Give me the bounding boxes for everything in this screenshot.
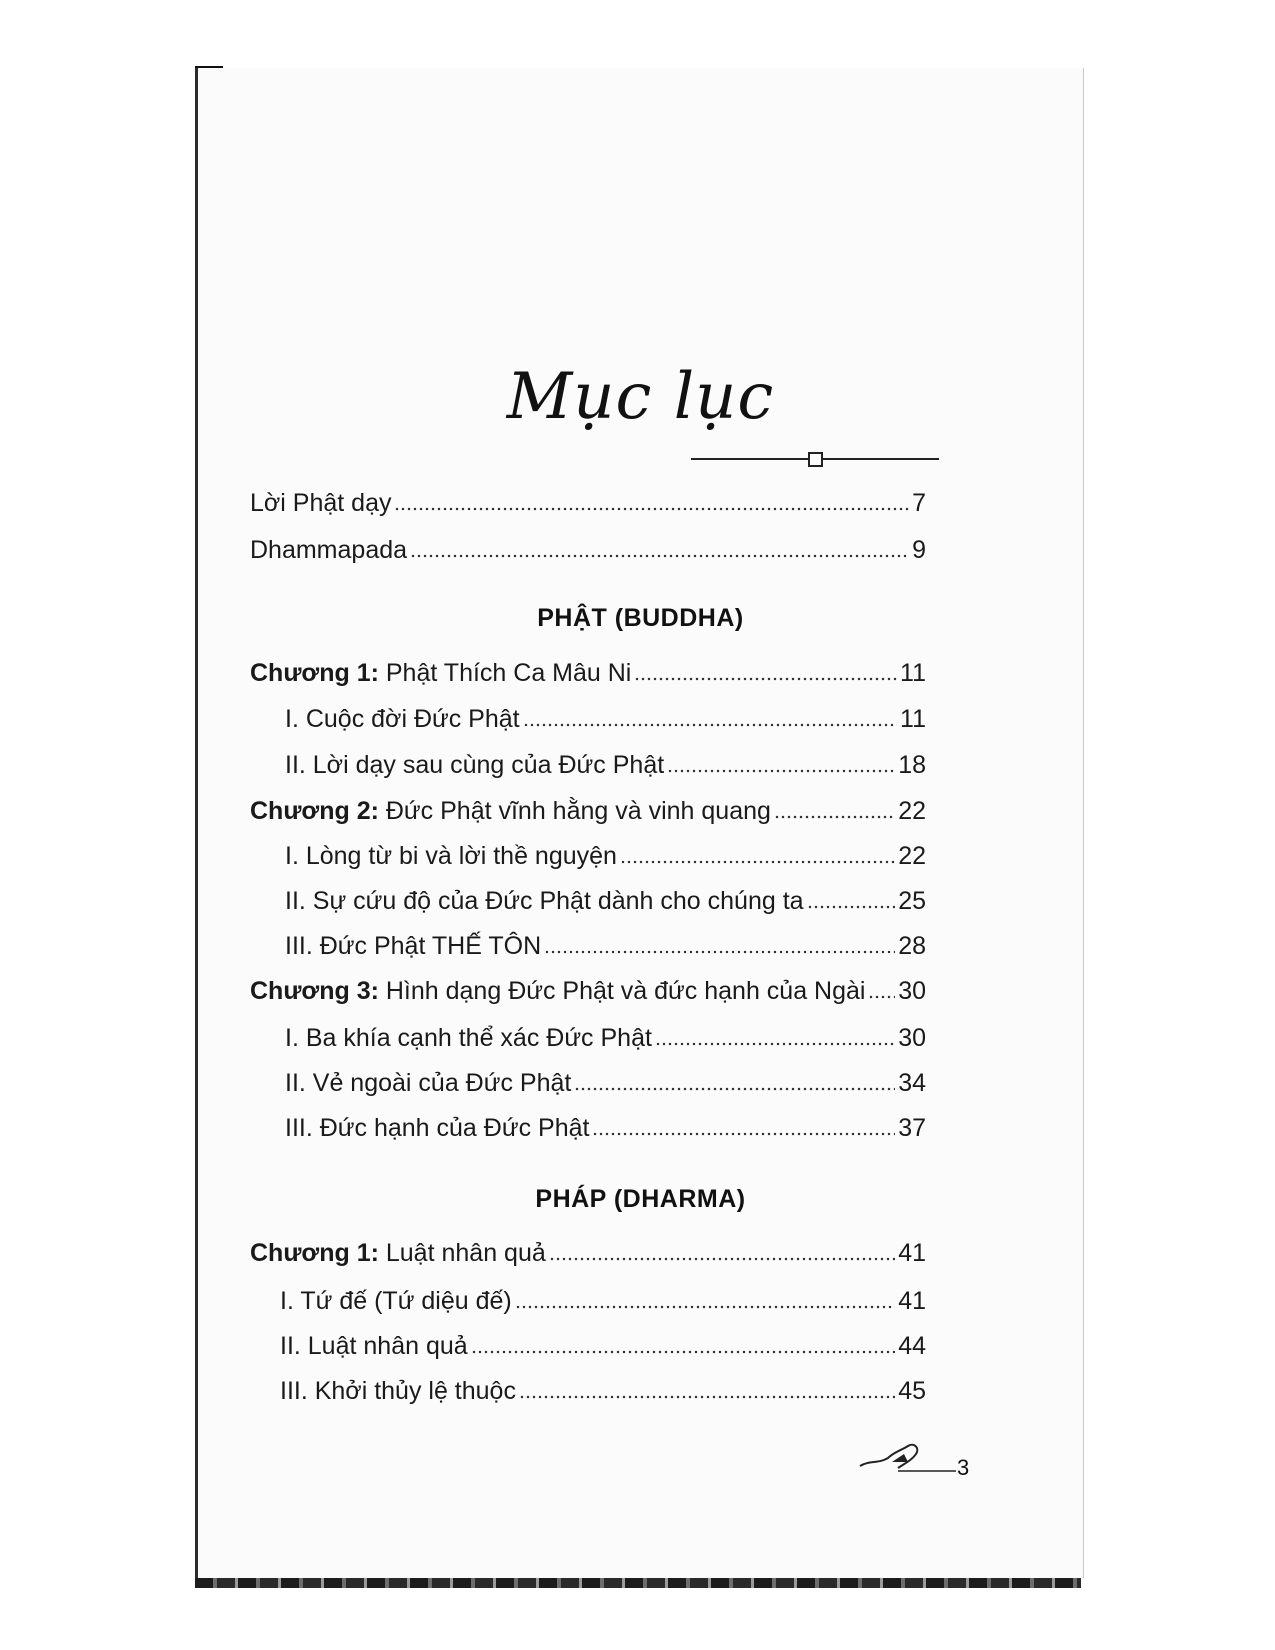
bottom-edge xyxy=(195,1578,1081,1588)
toc-item-entry[interactable] xyxy=(285,1066,926,1100)
dot-leader xyxy=(549,1257,895,1261)
dot-leader xyxy=(667,769,895,773)
toc-entry-title: I. Cuộc đời Đức Phật xyxy=(285,705,520,733)
toc-entry-title: I. Lòng từ bi và lời thề nguyện xyxy=(285,842,617,870)
dot-leader xyxy=(471,1350,896,1354)
toc-page-number: 30 xyxy=(898,1024,926,1052)
toc-page-number: 41 xyxy=(898,1239,926,1267)
toc-page-number: 9 xyxy=(912,536,926,564)
toc-intro-entry[interactable] xyxy=(250,533,926,567)
toc-entry-title: III. Khởi thủy lệ thuộc xyxy=(280,1377,516,1405)
toc-page-number: 7 xyxy=(912,489,926,517)
page-title: Mục lục xyxy=(506,360,775,434)
toc-page-number: 41 xyxy=(898,1287,926,1315)
toc-item-entry[interactable] xyxy=(285,702,926,736)
dot-leader xyxy=(574,1087,895,1091)
dot-leader xyxy=(515,1305,895,1309)
dot-leader xyxy=(544,950,895,954)
toc-entry-title: II. Luật nhân quả xyxy=(280,1332,468,1360)
chapter-label: Chương 3: xyxy=(250,977,379,1005)
toc-item-entry[interactable] xyxy=(280,1284,926,1318)
title-ornament xyxy=(691,451,939,467)
toc-entry-title: Lời Phật dạy xyxy=(250,489,392,517)
page-number: 3 xyxy=(957,1455,970,1480)
toc-page-number: 18 xyxy=(898,751,926,779)
toc-chapter-entry[interactable] xyxy=(250,794,926,828)
dot-leader xyxy=(774,815,895,819)
toc-entry-title: II. Vẻ ngoài của Đức Phật xyxy=(285,1069,572,1097)
ornament-box xyxy=(808,452,823,467)
chapter-title: Hình dạng Đức Phật và đức hạnh của Ngài xyxy=(385,977,866,1005)
dot-leader xyxy=(592,1132,895,1136)
toc-page-number: 11 xyxy=(900,705,926,733)
toc-page-number: 28 xyxy=(898,932,926,960)
chapter-title: Đức Phật vĩnh hằng và vinh quang xyxy=(385,797,771,825)
toc-item-entry[interactable] xyxy=(285,884,926,918)
toc-entry-title: I. Tứ đế (Tứ diệu đế) xyxy=(280,1287,512,1315)
chapter-label: Chương 1: xyxy=(250,1239,379,1267)
chapter-title: Luật nhân quả xyxy=(385,1239,546,1267)
toc-item-entry[interactable] xyxy=(285,1111,926,1145)
toc-entry-title: III. Đức Phật THẾ TÔN xyxy=(285,932,542,960)
toc-intro-entry[interactable] xyxy=(250,486,926,520)
toc-page-number: 22 xyxy=(898,797,926,825)
toc-item-entry[interactable] xyxy=(285,748,926,782)
dot-leader xyxy=(410,554,909,558)
toc-page-number: 25 xyxy=(898,887,926,915)
dot-leader xyxy=(523,723,897,727)
toc-entry-title: III. Đức hạnh của Đức Phật xyxy=(285,1114,590,1142)
toc-chapter-entry[interactable] xyxy=(250,974,926,1008)
toc-page-number: 34 xyxy=(898,1069,926,1097)
book-page xyxy=(195,68,1084,1578)
toc-page-number: 45 xyxy=(898,1377,926,1405)
toc-item-entry[interactable] xyxy=(285,839,926,873)
toc-chapter-entry[interactable] xyxy=(250,656,926,690)
section-heading: PHẬT (BUDDHA) xyxy=(537,604,744,632)
toc-page-number: 11 xyxy=(900,659,926,687)
toc-page-number: 37 xyxy=(898,1114,926,1142)
toc-item-entry[interactable] xyxy=(280,1329,926,1363)
dot-leader xyxy=(807,905,896,909)
chapter-title: Phật Thích Ca Mâu Ni xyxy=(385,659,632,687)
dot-leader xyxy=(394,507,909,511)
chapter-label: Chương 2: xyxy=(250,797,379,825)
footer-ornament-icon xyxy=(858,1438,958,1474)
toc-item-entry[interactable] xyxy=(285,1021,926,1055)
toc-page-number: 30 xyxy=(898,977,926,1005)
chapter-label: Chương 1: xyxy=(250,659,379,687)
toc-entry-title: Dhammapada xyxy=(250,536,408,564)
dot-leader xyxy=(519,1395,895,1399)
toc-entry-title: I. Ba khía cạnh thể xác Đức Phật xyxy=(285,1024,652,1052)
dot-leader xyxy=(655,1042,895,1046)
dot-leader xyxy=(620,860,895,864)
section-heading: PHÁP (DHARMA) xyxy=(535,1185,746,1213)
toc-entry-title: II. Lời dạy sau cùng của Đức Phật xyxy=(285,751,665,779)
toc-entry-title: II. Sự cứu độ của Đức Phật dành cho chúng ta xyxy=(285,887,804,915)
toc-item-entry[interactable] xyxy=(280,1374,926,1408)
toc-item-entry[interactable] xyxy=(285,929,926,963)
dot-leader xyxy=(634,677,897,681)
toc-chapter-entry[interactable] xyxy=(250,1236,926,1270)
toc-page-number: 44 xyxy=(898,1332,926,1360)
dot-leader xyxy=(868,995,895,999)
toc-page-number: 22 xyxy=(898,842,926,870)
